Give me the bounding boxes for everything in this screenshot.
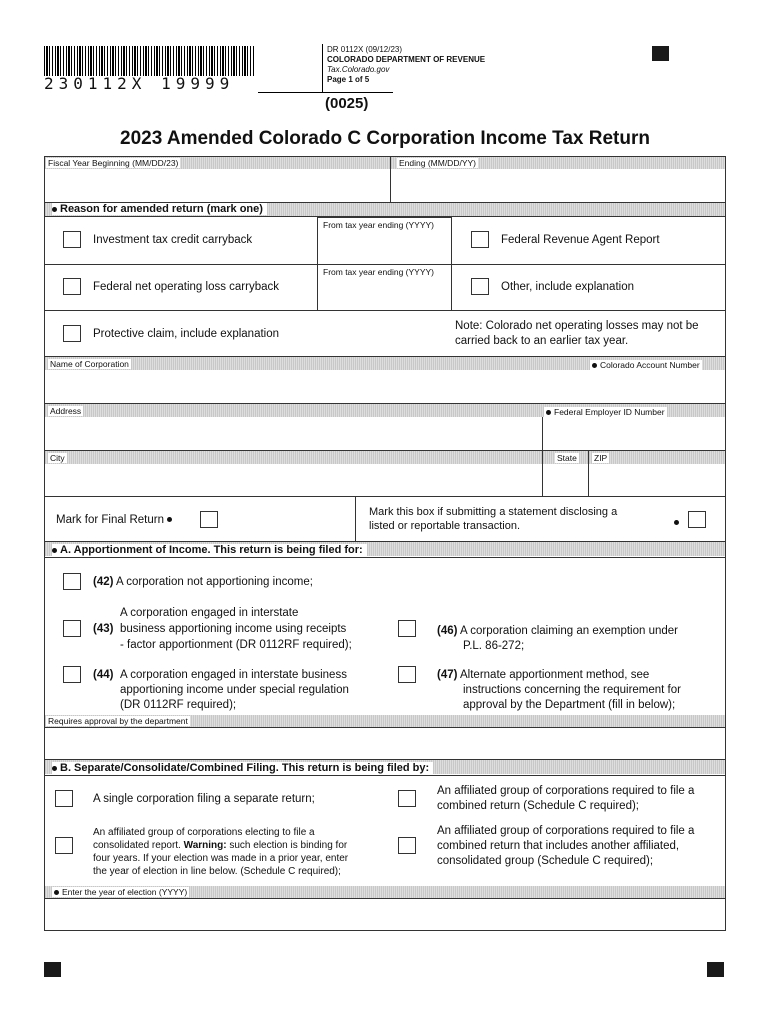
- fein-input[interactable]: [543, 418, 725, 450]
- final-return-checkbox[interactable]: [200, 511, 218, 528]
- website: Tax.Colorado.gov: [327, 65, 390, 74]
- combined-consolidated-checkbox[interactable]: [398, 837, 416, 854]
- city-label: City: [50, 453, 65, 463]
- city-input[interactable]: [45, 465, 542, 497]
- federal-agent-report-label: Federal Revenue Agent Report: [501, 234, 660, 246]
- consolidated-election-line1: An affiliated group of corporations electing to file a: [93, 827, 315, 838]
- fiscal-beginning-label: Fiscal Year Beginning (MM/DD/23): [48, 158, 179, 168]
- nol-carryback-label: Federal net operating loss carryback: [93, 281, 280, 293]
- form-id: DR 0112X (09/12/23): [327, 45, 403, 54]
- bullet-icon: [546, 410, 551, 415]
- investment-tax-credit-label: Investment tax credit carryback: [93, 234, 253, 246]
- apportion-42-checkbox[interactable]: [63, 573, 81, 590]
- requires-approval-label: Requires approval by the department: [48, 716, 188, 726]
- apportion-44-checkbox[interactable]: [63, 666, 81, 683]
- apportion-47-label: (47) Alternate apportionment method, see: [437, 669, 650, 681]
- apportion-43-line1: A corporation engaged in interstate: [120, 607, 299, 619]
- other-explanation-label: Other, include explanation: [501, 281, 634, 293]
- consolidated-election-line3: four years. If your election was made in a prior year, enter: [93, 853, 349, 864]
- bullet-icon: [167, 517, 172, 522]
- apportion-43-checkbox[interactable]: [63, 620, 81, 637]
- from-year-label-1: From tax year ending (YYYY): [323, 220, 435, 230]
- listed-transaction-label: Mark this box if submitting a statement disclosing a listed or reportable transaction.: [369, 506, 618, 532]
- zip-label: ZIP: [594, 453, 608, 463]
- consolidated-election-line2: consolidated report. Warning: such election is binding for: [93, 840, 348, 851]
- apportion-46-line2: P.L. 86-272;: [463, 640, 525, 652]
- election-year-label: Enter the year of election (YYYY): [62, 887, 188, 897]
- apportion-46-checkbox[interactable]: [398, 620, 416, 637]
- section-a-heading: A. Apportionment of Income. This return is being filed for:: [60, 544, 363, 556]
- corporation-name-input[interactable]: [45, 371, 725, 403]
- apportion-44-line2: apportioning income under special regulation: [120, 684, 349, 696]
- registration-marker: [44, 962, 61, 977]
- from-year-label-2: From tax year ending (YYYY): [323, 267, 435, 277]
- fiscal-ending-input[interactable]: [391, 170, 725, 202]
- investment-tax-credit-checkbox[interactable]: [63, 231, 81, 248]
- other-explanation-checkbox[interactable]: [471, 278, 489, 295]
- election-year-input[interactable]: [45, 899, 725, 930]
- zip-input[interactable]: [589, 465, 725, 497]
- combined-return-checkbox[interactable]: [398, 790, 416, 807]
- page-number: Page 1 of 5: [327, 75, 370, 84]
- bullet-icon: [52, 548, 57, 553]
- apportion-44-line1: A corporation engaged in interstate business: [120, 669, 347, 681]
- section-b-heading: B. Separate/Consolidate/Combined Filing. This return is being filed by:: [60, 762, 430, 774]
- apportion-43-number: (43): [93, 623, 114, 635]
- barcode: [44, 46, 254, 76]
- apportion-47-checkbox[interactable]: [398, 666, 416, 683]
- apportion-43-line2: business apportioning income using receipts: [120, 623, 347, 635]
- consolidated-election-checkbox[interactable]: [55, 837, 73, 854]
- bullet-icon: [674, 520, 679, 525]
- address-label: Address: [50, 406, 82, 416]
- form-code: (0025): [325, 95, 369, 112]
- department-name: COLORADO DEPARTMENT OF REVENUE: [327, 55, 486, 64]
- nol-note: Note: Colorado net operating losses may not be carried back to an earlier tax year.: [455, 320, 699, 347]
- listed-transaction-checkbox[interactable]: [688, 511, 706, 528]
- registration-marker: [652, 46, 669, 61]
- final-return-label: Mark for Final Return: [56, 513, 175, 528]
- form-title: 2023 Amended Colorado C Corporation Income Tax Return: [120, 128, 650, 149]
- account-number-label: Colorado Account Number: [600, 360, 700, 370]
- federal-agent-report-checkbox[interactable]: [471, 231, 489, 248]
- consolidated-election-line4: the year of election in line below. (Schedule C required);: [93, 866, 341, 877]
- barcode-number: 230112X 19999: [44, 74, 235, 93]
- bullet-icon: [52, 207, 57, 212]
- apportion-43-line3: - factor apportionment (DR 0112RF required);: [120, 639, 352, 651]
- registration-marker: [707, 962, 724, 977]
- nol-carryback-checkbox[interactable]: [63, 278, 81, 295]
- apportion-42-label: (42) A corporation not apportioning income;: [93, 576, 313, 588]
- state-label: State: [557, 453, 577, 463]
- bullet-icon: [592, 363, 597, 368]
- fein-label: Federal Employer ID Number: [554, 407, 665, 417]
- bullet-icon: [54, 890, 59, 895]
- apportion-47-line3: approval by the Department (fill in below);: [463, 699, 676, 711]
- combined-return-label: An affiliated group of corporations required to file a combined return (Schedule C required);: [437, 785, 695, 812]
- state-input[interactable]: [543, 465, 588, 497]
- header-divider: [322, 44, 323, 92]
- protective-claim-label: Protective claim, include explanation: [93, 328, 280, 340]
- reason-heading: Reason for amended return (mark one): [60, 203, 263, 215]
- fiscal-ending-label: Ending (MM/DD/YY): [399, 158, 476, 168]
- fiscal-beginning-input[interactable]: [45, 170, 390, 202]
- protective-claim-checkbox[interactable]: [63, 325, 81, 342]
- apportion-44-number: (44): [93, 669, 114, 681]
- corporation-name-label: Name of Corporation: [50, 359, 129, 369]
- apportion-44-line3: (DR 0112RF required);: [120, 699, 237, 711]
- apportion-46-label: (46) A corporation claiming an exemption under: [437, 625, 679, 637]
- header-rule: [258, 92, 393, 93]
- apportion-47-line2: instructions concerning the requirement for: [463, 684, 681, 696]
- single-corporation-label: A single corporation filing a separate return;: [93, 793, 315, 805]
- alternate-method-input[interactable]: [45, 728, 725, 759]
- bullet-icon: [52, 766, 57, 771]
- single-corporation-checkbox[interactable]: [55, 790, 73, 807]
- combined-consolidated-label: An affiliated group of corporations required to file a combined return that includes another affiliated, consolidated group (Schedule C required);: [437, 825, 695, 867]
- address-input[interactable]: [45, 418, 542, 450]
